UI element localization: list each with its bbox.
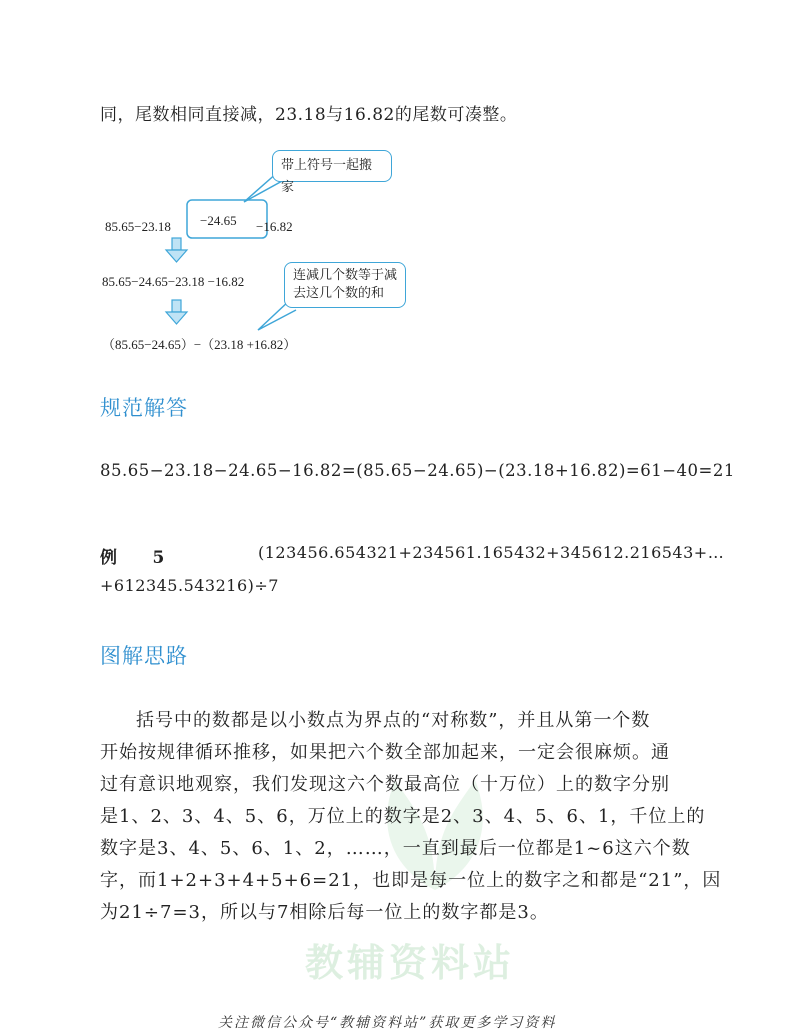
diagram-connectors <box>0 0 800 380</box>
explanation-paragraph <box>100 705 720 929</box>
example-expression-line2: +612345.543216)÷7 <box>100 576 279 595</box>
bubble-consecutive-subtract <box>284 262 406 308</box>
down-arrow-icon <box>166 300 187 324</box>
down-arrow-icon <box>166 238 187 262</box>
intro-line: 同，尾数相同直接减，23.18与16.82的尾数可凑整。 <box>100 105 518 125</box>
row3: （85.65−24.65）−（23.18 +16.82） <box>102 337 297 352</box>
bubble-move-with-sign <box>272 150 392 195</box>
bubble2-line2: 去这几个数的和 <box>293 286 385 301</box>
paragraph-line: 开始按规律循环推移，如果把六个数全部加起来，一定会很麻烦。通 <box>100 742 670 763</box>
solution-line: 85.65−23.18−24.65−16.82=(85.65−24.65)−(23.18+16.82)=61−40=21 <box>100 461 735 480</box>
row2: 85.65−24.65−23.18 −16.82 <box>102 274 245 289</box>
footer-note: 关注微信公众号“教辅资料站”获取更多学习资料 <box>218 1015 557 1031</box>
bubble1-text: 带上符号一起搬家 <box>281 158 373 195</box>
row1-left: 85.65−23.18 <box>105 219 171 234</box>
paragraph-line: 数字是3、4、5、6、1、2，……，一直到最后一位都是1~6这六个数 <box>100 838 691 859</box>
bubble2-line1: 连减几个数等于减 <box>293 268 398 283</box>
watermark-text: 教辅资料站 <box>305 941 516 985</box>
section-heading-diagram-thinking: 图解思路 <box>100 644 188 668</box>
paragraph-line: 字，而1+2+3+4+5+6=21，也即是每一位上的数字之和都是“21”，因 <box>100 870 722 891</box>
section-heading-solution: 规范解答 <box>100 396 188 420</box>
example-expression-line1: (123456.654321+234561.165432+345612.216543+… <box>258 543 725 562</box>
row1-right: −16.82 <box>256 219 293 234</box>
paragraph-line: 是1、2、3、4、5、6，万位上的数字是2、3、4、5、6、1，千位上的 <box>100 806 706 827</box>
row1-box-text: −24.65 <box>200 213 237 228</box>
paragraph-line: 为21÷7=3，所以与7相除后每一位上的数字都是3。 <box>100 902 549 923</box>
example-label: 例 5 <box>100 548 165 568</box>
paragraph-line: 括号中的数都是以小数点为界点的“对称数”，并且从第一个数 <box>136 710 651 731</box>
paragraph-line: 过有意识地观察，我们发现这六个数最高位（十万位）上的数字分别 <box>100 774 670 795</box>
